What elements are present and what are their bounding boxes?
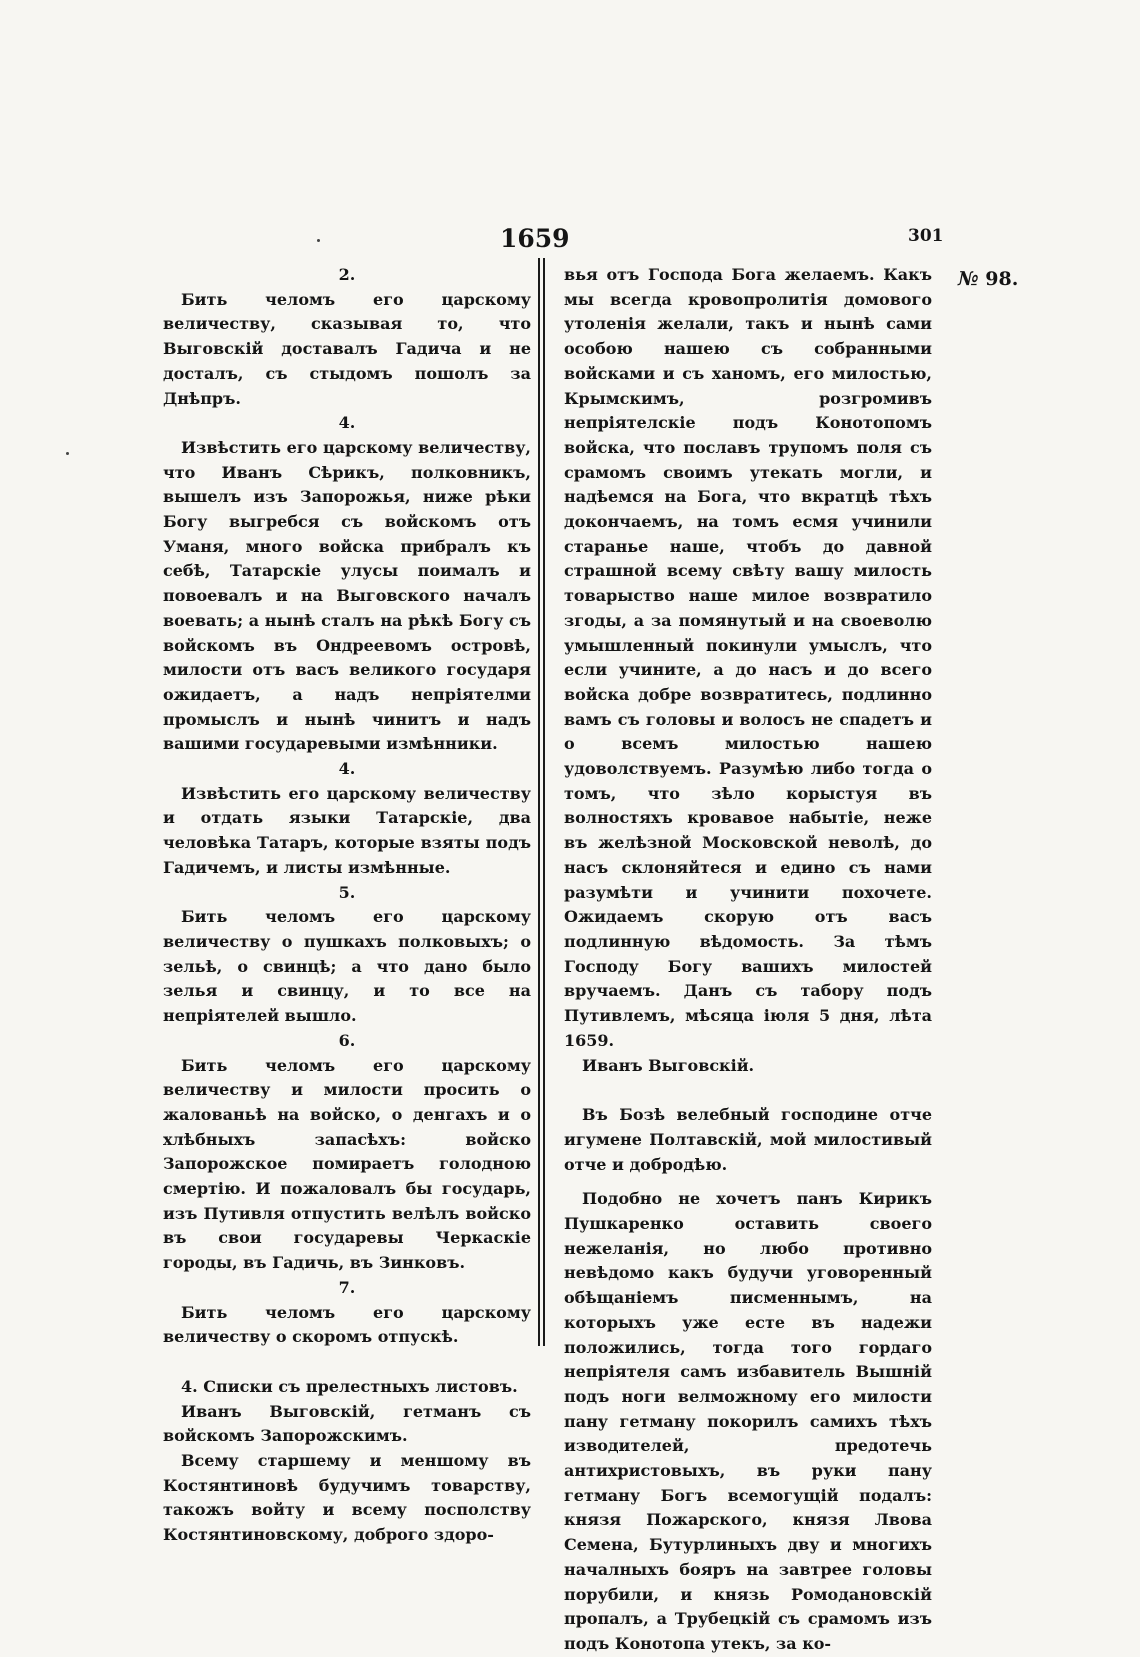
scan-speck: [317, 239, 320, 242]
paragraph: Иванъ Выговскій, гетманъ съ войскомъ Запорожскимъ.: [163, 1401, 531, 1446]
paragraph: Иванъ Выговскій.: [582, 1055, 755, 1075]
left-text-column: [163, 263, 531, 1548]
paragraph: Бить челомъ его царскому величеству, сказывая то, что Выговскій доставалъ Гадича и не досталъ, съ стыдомъ пошолъ за Днѣпръ.: [163, 289, 531, 408]
paragraph-continuation: вья отъ Господа Бога желаемъ. Какъ мы всегда кровопролитія домового утоленія желали, такъ и нынѣ сами особою нашею съ собранными войсками и съ ханомъ, его милостью, Крымскимъ, розгромивъ непріятелскіе подъ Конотопомъ войска, что пославъ трупомъ поля съ срамомъ своимъ утекать могли, и надѣемся на Бога, что вкратцѣ тѣхъ докончаемъ, на томъ есмя учинили старанье наше, чтобъ до давной страшной всему свѣту вашу милость товарыство наше милое возвратило згоды, а за помянутый и на своеволю умышленный покинули умыслъ, что если учините, а до насъ и до всего войска добре возвратитесь, подлинно вамъ съ головы и волосъ не спадетъ и о всемъ милостью нашею удоволствуемъ. Разумѣю либо тогда о томъ, что зѣло корыстуя въ волностяхъ кровавое набытіе, неже въ желѣзной Московской неволѣ, до насъ склоняйтеся и едино съ нами разумѣти и учинити похочете. Ожидаемъ скорую отъ васъ подлинную вѣдомость. За тѣмъ Господу Богу вашихъ милостей вручаемъ. Данъ съ табору подъ Путивлемъ, мѣсяца іюля 5 дня, лѣта 1659.: [564, 265, 932, 1050]
paragraph: Въ Бозѣ велебный господине отче игумене Полтавскій, мой милостивый отче и добродѣю.: [564, 1105, 932, 1174]
section-number: 4.: [338, 413, 356, 433]
paragraph: Бить челомъ его царскому величеству о пушкахъ полковыхъ; о зельѣ, о свинцѣ; а что дано было зелья и свинцу, и то все на непріятелей вышло.: [163, 907, 531, 1026]
section-number: 2.: [338, 265, 356, 284]
section-number: 5.: [338, 882, 356, 902]
paragraph: Извѣстить его царскому величеству, что Иванъ Сѣрикъ, полковникъ, вышелъ изъ Запорожья, ниже рѣки Богу выгребся съ войскомъ отъ Уманя, много войска прибралъ къ себѣ, Татарскіе улусы поималъ и повоевалъ и на Выговского началъ воевать; а нынѣ сталъ на рѣкѣ Богу съ войскомъ въ Ондреевомъ островѣ, милости отъ васъ великого государя ожидаетъ, а надъ непріятелми промыслъ и нынѣ чинитъ и надъ вашими государевыми измѣнники.: [163, 437, 531, 754]
paragraph: Подобно не хочетъ панъ Кирикъ Пушкаренко оставить своего нежеланія, но любо противно невѣдомо какъ будучи уговоренный обѣщаніемъ писменнымъ, на которыхъ уже есте въ надежи положились, тогда того гордаго непріятеля самъ избавитель Вышній подъ ноги велможному его милости пану гетману покорилъ самихъ тѣхъ изводителей, предотечь антихристовыхъ, въ руки пану гетману Богъ всемогущій подалъ: князя Пожарского, князя Лвова Семена, Бутурлиныхъ дву и многихъ началныхъ бояръ на завтрее головы порубили, и князь Ромодановскій пропалъ, а Трубецкій съ срамомъ изъ подъ Конотопа утекъ, за ко-: [564, 1189, 932, 1653]
paragraph-spacer: [163, 1350, 531, 1375]
paragraph: Бить челомъ его царскому величеству и милости просить о жалованьѣ на войско, о денгахъ и о хлѣбныхъ запасѣхъ: войско Запорожское помираетъ голодною смертію. И пожаловалъ бы государь, изъ Путивля отпустить велѣлъ войско въ свои государевы Черкаскіе городы, въ Гадичь, въ Зинковъ.: [163, 1055, 531, 1273]
paragraph: Всему старшему и меншому въ Костянтиновѣ будучимъ товарству, такожъ войту и всему посполству Костянтиновскому, доброго здоро-: [163, 1451, 531, 1545]
scan-speck: [66, 452, 69, 455]
column-divider-line: [538, 258, 540, 1346]
paragraph-spacer: [564, 1177, 932, 1187]
document-number: [958, 268, 1018, 290]
paragraph-spacer: [564, 1078, 932, 1103]
page-number: 301: [908, 226, 944, 246]
section-number: 4.: [338, 759, 356, 779]
document-number-value: 98.: [985, 268, 1019, 290]
section-number: 6.: [338, 1030, 356, 1050]
right-text-column: [564, 263, 932, 1657]
page-year-heading: 1659: [500, 224, 570, 253]
numero-sign: №: [958, 268, 979, 290]
section-number: 7.: [338, 1277, 356, 1297]
column-divider-line: [543, 258, 545, 1346]
paragraph: Бить челомъ его царскому величеству о скоромъ отпускѣ.: [163, 1302, 531, 1347]
paragraph: 4. Списки съ прелестныхъ листовъ.: [181, 1376, 518, 1396]
paragraph: Извѣстить его царскому величеству и отдать языки Татарскіе, два человѣка Татаръ, которые взяты подъ Гадичемъ, и листы измѣнные.: [163, 783, 531, 877]
